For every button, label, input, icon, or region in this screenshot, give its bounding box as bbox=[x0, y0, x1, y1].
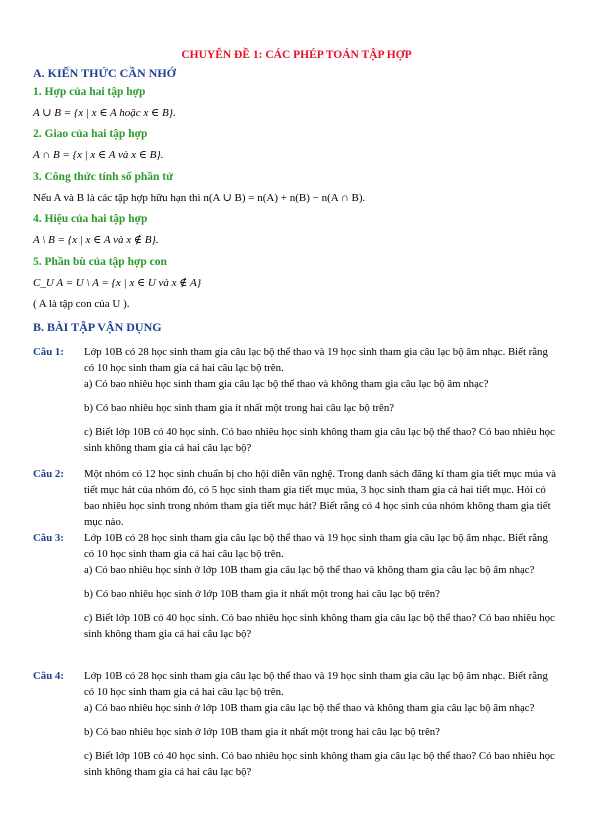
question-part-c: c) Biết lớp 10B có 40 học sinh. Có bao nhiêu học sinh không tham gia câu lạc bộ thể thao? Có bao nhiêu học sinh không tham gia cả hai câu lạc bộ? bbox=[84, 750, 555, 778]
topic-heading-intersection: 2. Giao của hai tập hợp bbox=[33, 128, 148, 140]
formula-union: A ∪ B = {x | x ∈ A hoặc x ∈ B}. bbox=[33, 107, 176, 119]
topic-heading-cardinality: 3. Công thức tính số phần tử bbox=[33, 171, 174, 183]
question-text: Lớp 10B có 28 học sinh tham gia câu lạc bộ thể thao và 19 học sinh tham gia câu lạc bộ âm nhạc. Biết rằng có 10 học sinh tham gia cả hai câu lạc bộ trên. bbox=[84, 532, 548, 560]
formula-cardinality: Nếu A và B là các tập hợp hữu hạn thì n(A ∪ B) = n(A) + n(B) − n(A ∩ B). bbox=[33, 192, 366, 204]
question-text: Một nhóm có 12 học sinh chuẩn bị cho hội diễn văn nghệ. Trong danh sách đăng kí tham gia tiết mục múa và tiết mục hát của nhóm đó, có 5 học sinh tham gia tiết mục múa, 3 học sinh tham gia cả hai tiết mục. Hỏi có bao nhiêu học sinh trong nhóm tham gia tiết mục hát? Biết rằng có 4 học sinh của nhóm không tham gia tiết mục nào. bbox=[84, 468, 556, 528]
section-a-heading: A. KIẾN THỨC CẦN NHỚ bbox=[33, 66, 177, 80]
question-part-a: a) Có bao nhiêu học sinh ở lớp 10B tham gia câu lạc bộ thể thao và không tham gia câu lạc bộ âm nhạc? bbox=[84, 702, 535, 714]
subset-note: ( A là tập con của U ). bbox=[33, 298, 130, 310]
question-part-b: b) Có bao nhiêu học sinh tham gia ít nhất một trong hai câu lạc bộ trên? bbox=[84, 402, 395, 414]
question-part-a: a) Có bao nhiêu học sinh ở lớp 10B tham gia câu lạc bộ thể thao và không tham gia câu lạc bộ âm nhạc? bbox=[84, 564, 535, 576]
question-part-a: a) Có bao nhiêu học sinh tham gia câu lạc bộ thể thao và không tham gia câu lạc bộ âm nhạc? bbox=[84, 378, 489, 390]
section-b-heading: B. BÀI TẬP VẬN DỤNG bbox=[33, 320, 162, 334]
question-part-c: c) Biết lớp 10B có 40 học sinh. Có bao nhiêu học sinh không tham gia câu lạc bộ thể thao? Có bao nhiêu học sinh không tham gia cả hai câu lạc bộ? bbox=[84, 426, 555, 454]
question-text: Lớp 10B có 28 học sinh tham gia câu lạc bộ thể thao và 19 học sinh tham gia câu lạc bộ âm nhạc. Biết rằng có 10 học sinh tham gia cả hai câu lạc bộ trên. bbox=[84, 670, 548, 698]
question-label: Câu 4: bbox=[33, 670, 64, 682]
question-text: Lớp 10B có 28 học sinh tham gia câu lạc bộ thể thao và 19 học sinh tham gia câu lạc bộ âm nhạc. Biết rằng có 10 học sinh tham gia cả hai câu lạc bộ trên. bbox=[84, 346, 548, 374]
question-part-b: b) Có bao nhiêu học sinh ở lớp 10B tham gia ít nhất một trong hai câu lạc bộ trên? bbox=[84, 726, 440, 738]
formula-difference: A \ B = {x | x ∈ A và x ∉ B}. bbox=[33, 234, 159, 246]
question-part-b: b) Có bao nhiêu học sinh ở lớp 10B tham gia ít nhất một trong hai câu lạc bộ trên? bbox=[84, 588, 440, 600]
document-title: CHUYÊN ĐỀ 1: CÁC PHÉP TOÁN TẬP HỢP bbox=[181, 49, 412, 61]
question-label: Câu 2: bbox=[33, 468, 64, 480]
question-part-c: c) Biết lớp 10B có 40 học sinh. Có bao nhiêu học sinh không tham gia câu lạc bộ thể thao? Có bao nhiêu học sinh không tham gia cả hai câu lạc bộ? bbox=[84, 612, 555, 640]
topic-heading-complement: 5. Phần bù của tập hợp con bbox=[33, 256, 167, 268]
question-label: Câu 3: bbox=[33, 532, 64, 544]
formula-complement: C_U A = U \ A = {x | x ∈ U và x ∉ A} bbox=[33, 277, 202, 289]
topic-heading-union: 1. Hợp của hai tập hợp bbox=[33, 86, 146, 98]
question-label: Câu 1: bbox=[33, 346, 64, 358]
formula-intersection: A ∩ B = {x | x ∈ A và x ∈ B}. bbox=[33, 149, 164, 161]
topic-heading-difference: 4. Hiệu của hai tập hợp bbox=[33, 213, 148, 225]
